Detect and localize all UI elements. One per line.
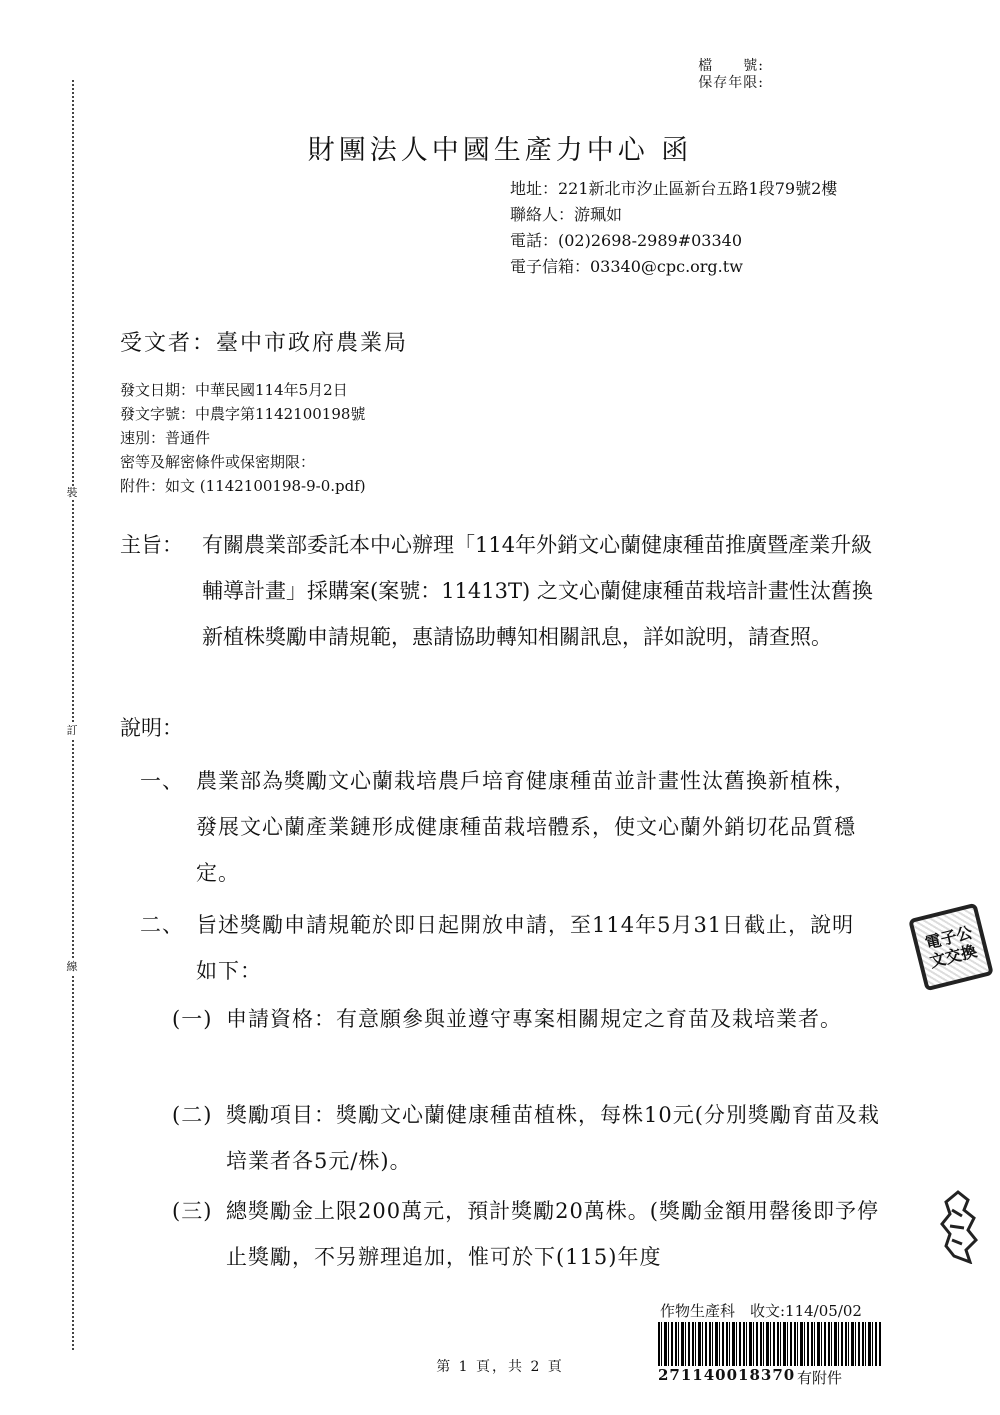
subitem-text: 獎勵項目：獎勵文心蘭健康種苗植株，每株10元(分別獎勵育苗及栽培業者各5元/株)。: [226, 1103, 880, 1173]
corner-seal-icon: [938, 1190, 978, 1264]
subject-text: 有關農業部委託本中心辦理「114年外銷文心蘭健康種苗推廣暨產業升級輔導計畫」採購案(案號：11413T) 之文心蘭健康種苗栽培計畫性汰舊換新植株獎勵申請規範，惠請協助轉知相關訊息，詳如說明，請查照。: [202, 533, 873, 649]
email: 電子信箱：03340@cpc.org.tw: [510, 257, 743, 276]
binding-mark-xian: 線: [64, 960, 80, 974]
subitem-2: [172, 1092, 882, 1184]
document-number: 發文字號：中農字第1142100198號: [120, 405, 366, 423]
binding-mark-ding: 訂: [64, 724, 80, 738]
speed: 速別：普通件: [120, 429, 211, 447]
recipient: 受文者：臺中市政府農業局: [120, 331, 409, 356]
file-info: [698, 58, 764, 92]
explanation-label: 說明：: [120, 716, 183, 740]
electronic-exchange-stamp: [908, 903, 994, 992]
subitem-1: [172, 996, 882, 1042]
phone: 電話：(02)2698-2989#03340: [510, 231, 742, 250]
explanation-item-1: [140, 758, 870, 896]
subitem-number: (三): [172, 1199, 213, 1223]
contact-block: [510, 176, 890, 280]
item-number: 二、: [140, 913, 184, 937]
document-title: 財團法人中國生產力中心 函: [307, 135, 693, 166]
subitem-number: (一): [172, 1007, 213, 1031]
secrecy: 密等及解密條件或保密期限：: [120, 453, 316, 471]
attachment-note: 有附件: [797, 1369, 843, 1387]
item-number: 一、: [140, 769, 184, 793]
barcode-number: 271140018370: [658, 1366, 796, 1384]
receipt-stamp: 作物生產科 收文:114/05/02: [660, 1300, 882, 1324]
binding-mark-zhuang: 裝: [64, 486, 80, 500]
item-text: 旨述獎勵申請規範於即日起開放申請，至114年5月31日截止，說明如下：: [196, 913, 855, 983]
subitem-number: (二): [172, 1103, 213, 1127]
subitem-text: 總獎勵金上限200萬元，預計獎勵20萬株。(獎勵金額用罄後即予停止獎勵，不另辦理追加，惟可於下(115)年度: [226, 1199, 879, 1269]
contact-person: 聯絡人：游珮如: [510, 205, 623, 224]
issue-date: 發文日期：中華民國114年5月2日: [120, 381, 348, 399]
subject-label: 主旨：: [120, 533, 183, 557]
file-number-label: 檔 號:: [698, 58, 764, 74]
subitem-text: 申請資格：有意願參與並遵守專案相關規定之育苗及栽培業者。: [226, 1007, 842, 1031]
address: 地址：221新北市汐止區新台五路1段79號2樓: [510, 179, 838, 198]
subitem-3: [172, 1188, 882, 1280]
explanation-item-2: [140, 902, 870, 994]
binding-dotted-line: [72, 80, 74, 1350]
attachment: 附件：如文 (1142100198-9-0.pdf): [120, 477, 366, 495]
meta-block: [120, 378, 366, 498]
stamp-text: 電子公文交換: [923, 922, 979, 972]
item-text: 農業部為獎勵文心蘭栽培農戶培育健康種苗並計畫性汰舊換新植株，發展文心蘭產業鏈形成健康種苗栽培體系，使文心蘭外銷切花品質穩定。: [196, 769, 856, 885]
page-number: 第 1 頁，共 2 頁: [436, 1359, 564, 1375]
retention-label: 保存年限:: [698, 75, 764, 91]
subject: [120, 522, 890, 660]
